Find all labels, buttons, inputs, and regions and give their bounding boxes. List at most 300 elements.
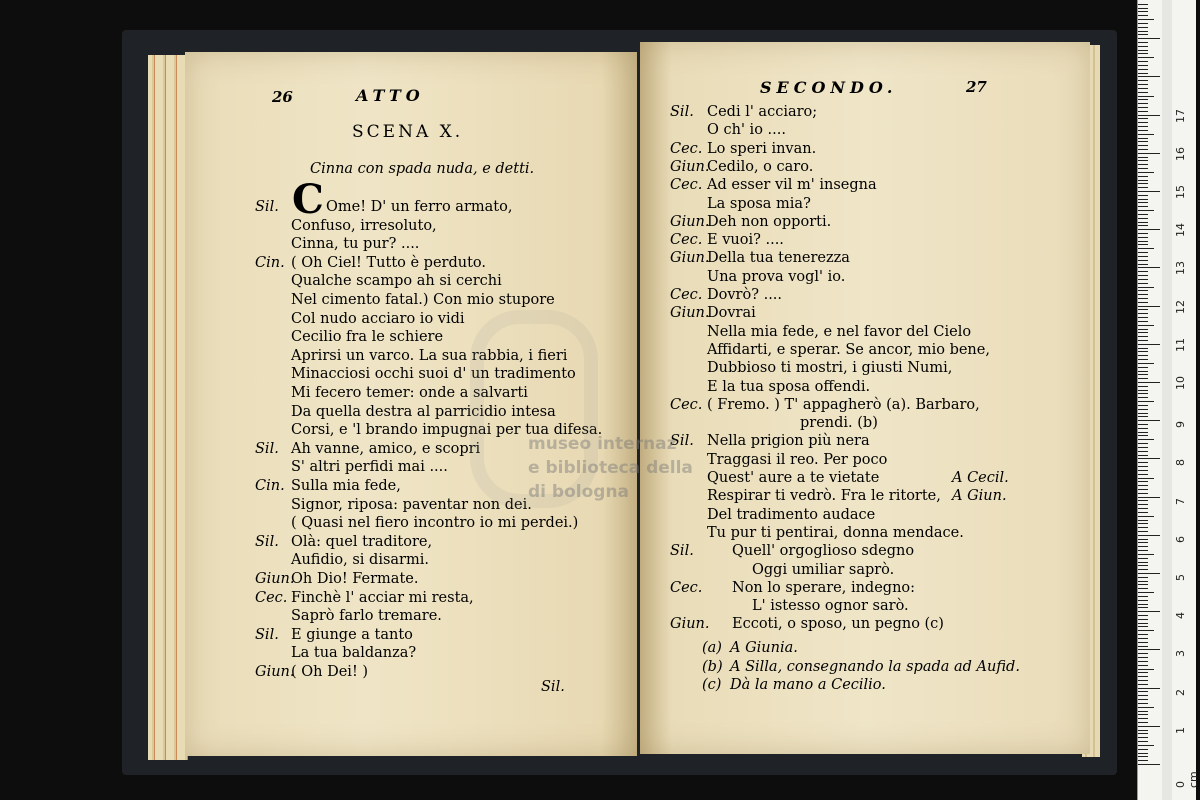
ruler-tick (1138, 15, 1148, 16)
watermark-line: e biblioteca della (528, 458, 693, 478)
ruler-tick (1138, 680, 1148, 681)
ruler-tick (1138, 485, 1148, 486)
ruler-tick (1138, 252, 1148, 253)
ruler-tick (1138, 478, 1154, 479)
ruler-tick (1138, 351, 1148, 352)
ruler-tick (1138, 386, 1148, 387)
ruler-tick (1138, 275, 1148, 276)
ruler-tick (1138, 718, 1148, 719)
speaker-label: Cec. (670, 396, 703, 413)
ruler-tick (1138, 229, 1160, 230)
ruler-tick (1138, 405, 1148, 406)
speaker-label: Sil. (670, 543, 694, 560)
ruler-tick (1138, 703, 1148, 704)
ruler-tick (1138, 653, 1148, 654)
footnote-mark: (c) (702, 677, 722, 693)
ruler-tick (1138, 107, 1148, 108)
ruler-tick (1138, 523, 1148, 524)
speaker-label: Cin. (255, 478, 285, 494)
ruler-tick (1138, 248, 1154, 249)
ruler-tick (1138, 306, 1160, 307)
verse-line: Traggasi il reo. Per poco (707, 451, 888, 468)
ruler-tick (1138, 581, 1148, 582)
speaker-label: Giun. (670, 616, 710, 633)
ruler-number: 5 (1174, 574, 1187, 581)
ruler-tick (1138, 527, 1148, 528)
ruler-tick (1138, 401, 1154, 402)
ruler-tick (1138, 397, 1148, 398)
ruler-tick (1138, 611, 1160, 612)
ruler-tick (1138, 199, 1148, 200)
ruler-tick (1138, 516, 1154, 517)
left-page-edges (148, 55, 188, 760)
ruler-tick (1138, 65, 1148, 66)
speaker-label: Sil. (670, 433, 694, 450)
footnote-text: A Silla, consegnando la spada ad Aufid. (730, 658, 1020, 675)
ruler-tick (1138, 531, 1148, 532)
ruler-tick (1138, 355, 1148, 356)
ruler-tick (1138, 99, 1148, 100)
ruler-tick (1138, 592, 1154, 593)
ruler-tick (1138, 562, 1148, 563)
ruler-tick (1138, 134, 1154, 135)
verse-line: La sposa mia? (707, 195, 811, 212)
ruler-tick (1138, 76, 1160, 77)
verse-line: Dovrò? .... (707, 287, 783, 303)
ruler-tick (1138, 164, 1148, 165)
measurement-ruler (1137, 0, 1200, 800)
ruler-tick (1138, 96, 1154, 97)
ruler-tick (1138, 53, 1148, 54)
verse-line: La tua baldanza? (291, 645, 417, 662)
verse-line: Tu pur ti pentirai, donna mendace. (707, 524, 964, 541)
ruler-tick (1138, 474, 1148, 475)
ruler-tick (1138, 596, 1148, 597)
ruler-tick (1138, 27, 1148, 28)
ruler-tick (1138, 222, 1148, 223)
ruler-tick (1138, 283, 1148, 284)
ruler-tick (1138, 329, 1148, 330)
ruler-tick (1138, 256, 1148, 257)
verse-line: Saprò farlo tremare. (291, 608, 442, 625)
verse-line: Oh Dio! Fermate. (291, 571, 419, 587)
verse-line: Nella prigion più nera (707, 433, 870, 450)
ruler-tick (1138, 313, 1148, 314)
ruler-tick (1138, 309, 1148, 310)
ruler-unit-label: 0 cm (1174, 771, 1200, 788)
ruler-tick (1138, 432, 1148, 433)
ruler-tick (1138, 141, 1148, 142)
ruler-tick (1138, 80, 1148, 81)
watermark-line: museo internaz (528, 434, 677, 454)
left-running-head: ATTO (356, 86, 425, 105)
ruler-number: 4 (1174, 612, 1187, 620)
ruler-tick (1138, 61, 1148, 62)
speaker-label: Cec. (670, 232, 703, 249)
ruler-tick (1138, 138, 1148, 139)
speaker-label: Giun. (670, 305, 710, 322)
ruler-number: 6 (1174, 535, 1187, 543)
ruler-tick (1138, 630, 1154, 631)
ruler-tick (1138, 126, 1148, 127)
ruler-tick (1138, 577, 1148, 578)
ruler-tick (1138, 321, 1148, 322)
scene-title: SCENA X. (352, 122, 464, 142)
watermark (528, 432, 728, 504)
ruler-tick (1138, 504, 1148, 505)
ruler-tick (1138, 271, 1148, 272)
ruler-tick (1138, 11, 1148, 12)
ruler-number: 2 (1174, 688, 1187, 696)
ruler-tick (1138, 672, 1148, 673)
ruler-tick (1138, 558, 1148, 559)
verse-line: ( Quasi nel fiero incontro io mi perdei.) (291, 515, 579, 532)
verse-line: ( Oh Ciel! Tutto è perduto. (291, 254, 487, 271)
ruler-tick (1138, 210, 1154, 211)
ruler-tick (1138, 206, 1148, 207)
verse-line: Nel cimento fatal.) Con mio stupore (291, 292, 555, 308)
verse-line: Cinna, tu pur? .... (291, 236, 420, 253)
ruler-tick (1138, 756, 1148, 757)
speaker-label: Sil. (255, 533, 279, 550)
ruler-tick (1138, 191, 1160, 192)
ruler-tick (1138, 428, 1148, 429)
ruler-tick (1138, 741, 1148, 742)
ruler-tick (1138, 302, 1148, 303)
ruler-number: 15 (1174, 185, 1187, 199)
watermark-line: di bologna (528, 482, 630, 502)
ruler-tick (1138, 604, 1148, 605)
ruler-tick (1138, 118, 1148, 119)
ruler-tick (1138, 371, 1148, 372)
ruler-tick (1138, 287, 1154, 288)
ruler-tick (1138, 187, 1148, 188)
ruler-tick (1138, 722, 1148, 723)
speaker-label: Cin. (255, 254, 285, 271)
ruler-tick (1138, 393, 1148, 394)
speaker-label: Sil. (255, 440, 279, 457)
ruler-tick (1138, 145, 1148, 146)
ruler-tick (1138, 691, 1148, 692)
ruler-tick (1138, 512, 1148, 513)
verse-line: Aprirsi un varco. La sua rabbia, i fieri (291, 347, 568, 364)
ruler-tick (1138, 642, 1148, 643)
speaker-label: Giun. (255, 664, 295, 680)
ruler-tick (1138, 569, 1148, 570)
verse-line: Cecilio fra le schiere (291, 329, 444, 346)
ruler-tick (1138, 447, 1148, 448)
footnote-mark: (b) (702, 658, 723, 675)
ruler-tick (1138, 115, 1160, 116)
verse-line: E vuoi? .... (707, 232, 784, 249)
ruler-number: 12 (1174, 299, 1187, 314)
ruler-tick (1138, 378, 1148, 379)
ruler-tick (1138, 149, 1148, 150)
ruler-tick (1138, 733, 1148, 734)
ruler-tick (1138, 218, 1148, 219)
footnote-text: Dà la mano a Cecilio. (730, 677, 886, 693)
verse-line: Minacciosi occhi suoi d' un tradimento (291, 366, 576, 383)
verse-line: Dubbioso ti mostri, i giusti Numi, (707, 360, 953, 377)
ruler-tick (1138, 726, 1160, 727)
ruler-tick (1138, 122, 1148, 123)
ruler-tick (1138, 688, 1160, 689)
speaker-label: Giun. (670, 158, 710, 175)
stage-aside: A Cecil. (952, 470, 1009, 486)
ruler-tick (1138, 466, 1148, 467)
verse-line: prendi. (b) (800, 415, 878, 432)
ruler-tick (1138, 634, 1148, 635)
ruler-tick (1138, 413, 1148, 414)
ruler-tick (1138, 573, 1160, 574)
ruler-tick (1138, 202, 1148, 203)
ruler-tick (1138, 130, 1148, 131)
ruler-tick (1138, 638, 1148, 639)
ruler-tick (1138, 214, 1148, 215)
ruler-tick (1138, 237, 1148, 238)
ruler-tick (1138, 684, 1148, 685)
ruler-tick (1138, 542, 1148, 543)
ruler-tick (1138, 340, 1148, 341)
ruler-tick (1138, 730, 1148, 731)
ruler-tick (1138, 180, 1148, 181)
verse-line: Col nudo acciaro io vidi (291, 310, 465, 327)
ruler-tick (1138, 470, 1148, 471)
ruler-tick (1138, 73, 1148, 74)
ruler-tick (1138, 290, 1148, 291)
verse-line: O ch' io .... (707, 122, 786, 139)
ruler-tick (1138, 539, 1148, 540)
verse-line: Quest' aure a te vietate (707, 470, 880, 486)
ruler-tick (1138, 317, 1148, 318)
right-running-head: SECONDO. (760, 78, 898, 97)
verse-line: Una prova vogl' io. (707, 268, 846, 285)
speaker-label: Sil. (670, 104, 694, 120)
verse-line: Confuso, irresoluto, (291, 217, 437, 234)
ruler-tick (1138, 374, 1148, 375)
ruler-tick (1138, 626, 1148, 627)
ruler-tick (1138, 657, 1148, 658)
ruler-tick (1138, 176, 1148, 177)
ruler-tick (1138, 439, 1154, 440)
verse-line: Ome! D' un ferro armato, (326, 199, 513, 215)
ruler-tick (1138, 367, 1148, 368)
ruler-tick (1138, 416, 1148, 417)
verse-line: Sulla mia fede, (291, 478, 401, 494)
verse-line: Da quella destra al parricidio intesa (291, 403, 556, 420)
verse-line: Non lo sperare, indegno: (732, 579, 916, 596)
ruler-tick (1138, 34, 1148, 35)
ruler-tick (1138, 669, 1154, 670)
ruler-tick (1138, 420, 1160, 421)
verse-line: Cedilo, o caro. (707, 158, 814, 175)
speaker-label: Sil. (255, 626, 279, 643)
ruler-tick (1138, 649, 1160, 650)
verse-line: Nella mia fede, e nel favor del Cielo (707, 323, 972, 340)
verse-line: Aufidio, si disarmi. (291, 552, 429, 569)
verse-line: Ah vanne, amico, e scopri (291, 440, 481, 457)
ruler-tick (1138, 435, 1148, 436)
ruler-tick (1138, 455, 1148, 456)
speaker-label: Cec. (255, 589, 288, 606)
ruler-tick (1138, 4, 1148, 5)
ruler-tick (1138, 348, 1148, 349)
ruler-tick (1138, 225, 1148, 226)
ruler-tick (1138, 665, 1148, 666)
ruler-number: 1 (1174, 726, 1187, 734)
ruler-tick (1138, 676, 1148, 677)
ruler-tick (1138, 336, 1148, 337)
ruler-tick (1138, 443, 1148, 444)
ruler-tick (1138, 46, 1148, 47)
ruler-tick (1138, 535, 1160, 536)
ruler-tick (1138, 699, 1148, 700)
ruler-tick (1138, 103, 1148, 104)
catchword: Sil. (541, 679, 565, 695)
ruler-tick (1138, 424, 1148, 425)
speaker-label: Giun. (670, 213, 710, 230)
verse-line: Dovrai (707, 305, 756, 322)
speaker-label: Sil. (255, 199, 279, 215)
ruler-tick (1138, 646, 1148, 647)
ruler-tick (1138, 241, 1148, 242)
ruler-tick (1138, 753, 1148, 754)
ruler-tick (1138, 183, 1148, 184)
ruler-tick (1138, 57, 1154, 58)
ruler-tick (1138, 168, 1148, 169)
ruler-tick (1138, 31, 1148, 32)
ruler-tick (1138, 88, 1148, 89)
ruler-tick (1138, 481, 1148, 482)
ruler-tick (1138, 409, 1148, 410)
ruler-tick (1138, 623, 1148, 624)
ruler-tick (1138, 172, 1154, 173)
verse-line: Affidarti, e sperar. Se ancor, mio bene, (707, 341, 990, 358)
ruler-number: 13 (1174, 261, 1187, 276)
ruler-tick (1138, 157, 1148, 158)
ruler-tick (1138, 92, 1148, 93)
ruler-tick (1138, 565, 1148, 566)
verse-line: Deh non opporti. (707, 213, 832, 230)
verse-line: L' istesso ognor sarò. (752, 598, 909, 615)
ruler-number: 14 (1174, 223, 1187, 238)
ruler-tick (1138, 737, 1148, 738)
ruler-tick (1138, 344, 1160, 345)
verse-line: Quell' orgoglioso sdegno (732, 543, 915, 560)
ruler-tick (1138, 38, 1160, 39)
verse-line: Lo speri invan. (707, 140, 817, 157)
ruler-tick (1138, 8, 1148, 9)
ruler-tick (1138, 489, 1148, 490)
ruler-tick (1138, 42, 1148, 43)
ruler-tick (1138, 760, 1148, 761)
ruler-tick (1138, 260, 1148, 261)
ruler-tick (1138, 153, 1160, 154)
verse-line: Della tua tenerezza (707, 250, 850, 267)
verse-line: Eccoti, o sposo, un pegno (c) (732, 616, 944, 633)
ruler-tick (1138, 546, 1148, 547)
verse-line: E giunge a tanto (291, 626, 413, 643)
verse-line: Qualche scampo ah si cerchi (291, 273, 502, 290)
ruler-tick (1138, 714, 1148, 715)
verse-line: Olà: quel traditore, (291, 533, 433, 550)
drop-cap: C (292, 176, 324, 223)
ruler-tick (1138, 588, 1148, 589)
ruler-tick (1138, 451, 1148, 452)
ruler-number: 8 (1174, 459, 1187, 467)
ruler-tick (1138, 508, 1148, 509)
ruler-tick (1138, 111, 1148, 112)
speaker-label: Giun. (255, 571, 295, 587)
ruler-tick (1138, 619, 1148, 620)
ruler-tick (1138, 615, 1148, 616)
ruler-strip (1162, 0, 1172, 800)
ruler-tick (1138, 497, 1160, 498)
ruler-tick (1138, 711, 1148, 712)
ruler-number: 9 (1174, 421, 1187, 429)
speaker-label: Cec. (670, 579, 703, 596)
ruler-tick (1138, 325, 1154, 326)
ruler-tick (1138, 84, 1148, 85)
ruler-tick (1138, 695, 1148, 696)
footnote-mark: (a) (702, 640, 722, 656)
ruler-tick (1138, 745, 1154, 746)
ruler-tick (1138, 294, 1148, 295)
verse-line: Finchè l' acciar mi resta, (291, 589, 474, 606)
ruler-number: 10 (1174, 376, 1187, 390)
ruler-number: 7 (1174, 497, 1187, 505)
ruler-tick (1138, 195, 1148, 196)
right-page-number: 27 (966, 78, 987, 96)
verse-line: Corsi, e 'l brando impugnai per tua difesa. (291, 422, 603, 439)
ruler-tick (1138, 661, 1148, 662)
ruler-tick (1138, 160, 1148, 161)
ruler-number: 17 (1174, 108, 1187, 123)
stage-direction: Cinna con spada nuda, e detti. (310, 161, 535, 177)
ruler-tick (1138, 332, 1148, 333)
ruler-tick (1138, 244, 1148, 245)
ruler-tick (1138, 390, 1148, 391)
speaker-label: Cec. (670, 287, 703, 303)
ruler-tick (1138, 764, 1160, 765)
speaker-label: Cec. (670, 140, 703, 157)
speaker-label: Giun. (670, 250, 710, 267)
ruler-tick (1138, 520, 1148, 521)
ruler-number: 16 (1174, 146, 1187, 161)
ruler-tick (1138, 493, 1148, 494)
ruler-tick (1138, 458, 1160, 459)
left-page-number: 26 (272, 88, 293, 106)
verse-line: ( Fremo. ) T' appagherò (a). Barbaro, (707, 396, 980, 413)
stage-aside: A Giun. (952, 488, 1007, 505)
ruler-tick (1138, 279, 1148, 280)
ruler-tick (1138, 50, 1148, 51)
ruler-tick (1138, 359, 1148, 360)
ruler-tick (1138, 363, 1154, 364)
ruler-tick (1138, 550, 1148, 551)
ruler-tick (1138, 749, 1148, 750)
verse-line: Mi fecero temer: onde a salvarti (291, 385, 528, 401)
ruler-tick (1138, 19, 1154, 20)
ruler-tick (1138, 584, 1148, 585)
ruler-tick (1138, 607, 1148, 608)
ruler-tick (1138, 264, 1148, 265)
ruler-tick (1138, 500, 1148, 501)
ruler-tick (1138, 600, 1148, 601)
verse-line: Cedi l' acciaro; (707, 104, 818, 120)
verse-line: Ad esser vil m' insegna (707, 177, 877, 194)
verse-line: E la tua sposa offendi. (707, 378, 871, 395)
